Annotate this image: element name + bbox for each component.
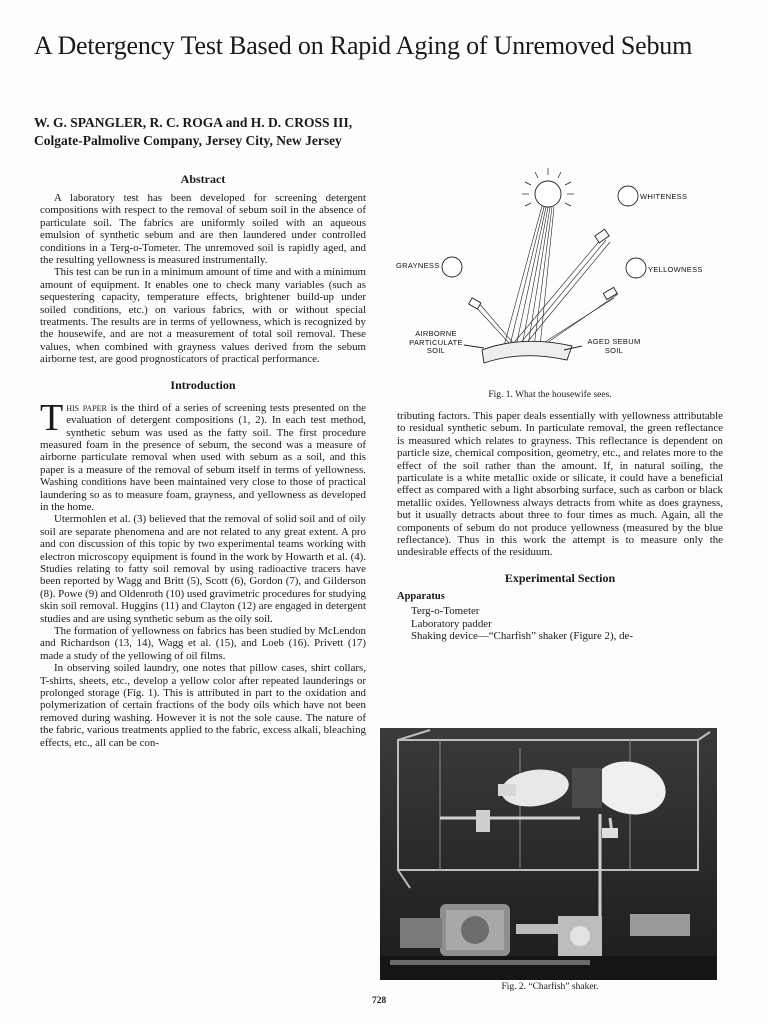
shaker-photo-drawing bbox=[380, 728, 717, 980]
introduction-heading: Introduction bbox=[170, 377, 236, 392]
figure-2-caption: Fig. 2. “Charfish” shaker. bbox=[501, 982, 599, 992]
right-column bbox=[397, 410, 723, 643]
label-airborne-line2: PARTICULATE bbox=[409, 337, 463, 347]
apparatus-item: Laboratory padder bbox=[411, 617, 492, 630]
apparatus-subhead: Apparatus bbox=[397, 590, 445, 602]
figure-2-photo bbox=[380, 728, 717, 980]
label-airborne-line1: AIRBORNE bbox=[415, 329, 457, 338]
figure-1-caption: Fig. 1. What the housewife sees. bbox=[488, 390, 612, 400]
author-affiliation: Colgate-Palmolive Company, Jersey City, New Jersey bbox=[34, 133, 342, 148]
label-aged-line2: SOIL bbox=[604, 345, 624, 355]
label-whiteness: WHITENESS bbox=[640, 192, 688, 201]
apparatus-item: Terg-o-Tometer bbox=[411, 605, 480, 618]
label-grayness: GRAYNESS bbox=[396, 261, 440, 270]
page-number: 728 bbox=[372, 996, 387, 1006]
author-names: W. G. SPANGLER, R. C. ROGA and H. D. CROSS III, bbox=[34, 115, 353, 130]
label-aged-line1: AGED SEBUM bbox=[587, 337, 641, 346]
label-airborne-line3: SOIL bbox=[426, 346, 446, 355]
intro-paragraph-2: Utermohlen et al. (3) believed that the removal of solid soil and of oily soil are separate phenomena and are not related to any great extent. A pro and con discussion of this topic by two experimental teams working with electron microscopy equipment is found in the work by Howarth et al. (4). Studies relating to fatty soil removal by using radioactive tracers have been reported by Wagg and Britt (5), Scott (6), Gordon (7), and Gilderson (8). Powe (9) and Oldenroth (10) used gravimetric procedures for studying skin soil removal. Huggins (11) and Clayton (12) are engaged in detergent studies and are using synthetic sebum as the oily soil. bbox=[40, 513, 366, 625]
abstract-paragraph-2: This test can be run in a minimum amount of time and with a minimum amount of equipment. It enables one to check many variables (such as sequestering capacity, temperature effects, brightener build-up under soiled conditions, etc.) on various fabrics, with or without special treatments. The results are in terms of yellowness, which is recognized by the housewife, and are not a measurement of total soil removal. These values, when combined with grayness values derived from the sebum airborne test, are good prognosticators of practical performance. bbox=[40, 266, 366, 366]
intro-paragraph-1-text: is the third of a series of screening tests presented on the evaluation of detergent compositions (1, 2). In each test method, synthetic sebum was used as the fatty soil. The first procedure measured foam in the presence of sebum, the second was a measure of airborne particulate removal when used with sebum as a soil, and this paper is a measure of the removal of sebum itself in terms of yellowness. Washing conditions have been maintained very close to those of practical laundering so as to measure foam, grayness, and yellowness as developed in the home. bbox=[40, 401, 366, 513]
intro-lead: his paper bbox=[66, 401, 107, 414]
label-yellowness: YELLOWNESS bbox=[648, 265, 703, 274]
paper-title: A Detergency Test Based on Rapid Aging of Unremoved Sebum bbox=[34, 31, 693, 60]
abstract-heading: Abstract bbox=[180, 172, 226, 186]
right-paragraph-1: tributing factors. This paper deals essentially with yellowness attributable to residual synthetic sebum. In particulate removal, the green reflectance is measured which relates to grayness. This reflectance is dependent on particle size, chemical composition, geometry, etc., and relates more to the effect of the soil rather than the amount. If, in natural soiling, the particulate is a white metallic oxide or silicate, it could have a beneficial effect as compared with a light absorbing surface, such as carbon or black metallic oxides. Yellowness always detracts from white as does grayness, but it usually detracts about three to four times as much. Again, all the components of sebum do not produce yellowness (measured by the blue reflectance). Thus in this work the attempt is to measure only the undesirable effects of the residuum. bbox=[397, 410, 723, 559]
label-airborne-particulate-soil bbox=[408, 330, 464, 356]
intro-paragraph-4: In observing soiled laundry, one notes that pillow cases, shirt collars, T-shirts, sheets, etc., develop a yellow color after repeated launderings or prolonged storage (Fig. 1). This is attributed in part to the oxidation and polymerization of certain fractions of the body oils which have not been removed during washing. However it is not the sole cause. The nature of the fabric, various treatments applied to the fabric, excess alkali, bleaching effects, etc., all can be con- bbox=[40, 662, 366, 749]
apparatus-item: Shaking device—“Charfish” shaker (Figure 2), de- bbox=[411, 630, 633, 643]
apparatus-list bbox=[397, 605, 723, 642]
intro-paragraph-1 bbox=[40, 396, 366, 514]
intro-paragraph-3: The formation of yellowness on fabrics has been studied by McLendon and Richardson (13, 14), Wagg et al. (15), and Loeb (16). Privett (17) made a study of the yellowing of oil films. bbox=[40, 625, 366, 662]
author-block bbox=[34, 114, 734, 150]
abstract-paragraph-1: A laboratory test has been developed for screening detergent compositions with respect to the removal of sebum soil in the absence of particulate soil. The fabrics are uniformly soiled with an aqueous emulsion of synthetic sebum and are then laundered under controlled conditions in a Terg-o-Tometer. The unremoved soil is rapidly aged, and the resulting yellowness is measured instrumentally. bbox=[40, 192, 366, 267]
experimental-heading: Experimental Section bbox=[504, 570, 616, 585]
drop-cap: T bbox=[40, 396, 64, 439]
left-column bbox=[40, 172, 366, 749]
label-aged-sebum-soil bbox=[584, 338, 644, 355]
